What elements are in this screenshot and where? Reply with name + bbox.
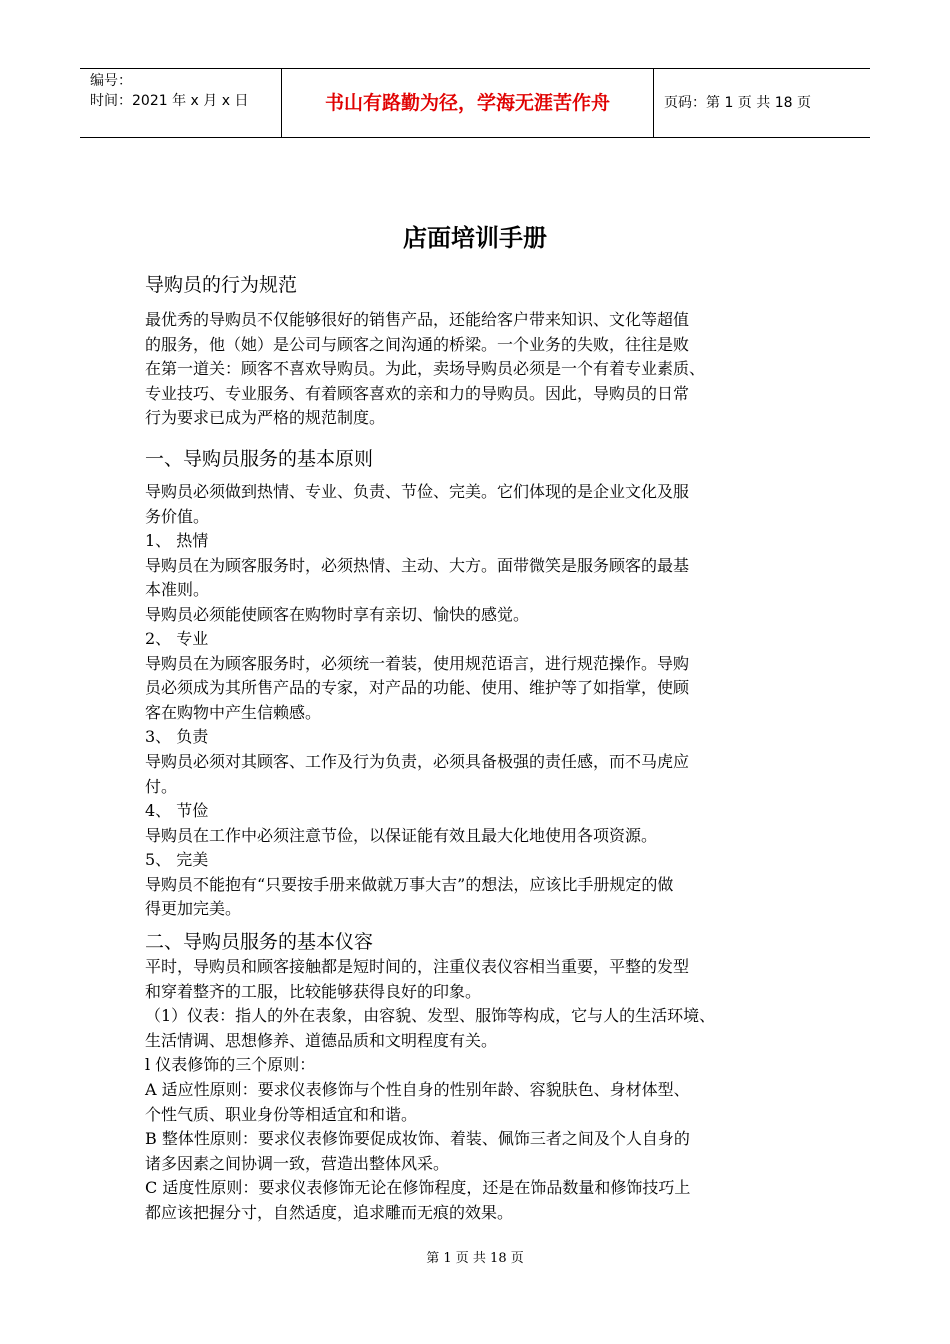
paragraph-line: 专业技巧、专业服务、有着顾客喜欢的亲和力的导购员。因此，导购员的日常 <box>145 383 690 403</box>
paragraph-line: 最优秀的导购员不仅能够很好的销售产品，还能给客户带来知识、文化等超值 <box>145 310 690 329</box>
paragraph-line: A 适应性原则：要求仪表修饰与个性自身的性别年龄、容貌肤色、身材体型、 <box>145 1079 690 1099</box>
section-appearance <box>145 929 825 1226</box>
section-service-principles <box>145 444 825 922</box>
paragraph-line: 务价值。 <box>145 506 210 526</box>
paragraph-line: 导购员必须能使顾客在购物时享有亲切、愉快的感觉。 <box>145 604 530 624</box>
list-item-heading: l 仪表修饰的三个原则： <box>145 1055 316 1075</box>
header-motto: 书山有路勤为径，学海无涯苦作舟 <box>324 92 610 114</box>
paragraph-line: 导购员不能抱有“只要按手册来做就万事大吉”的想法，应该比手册规定的做 <box>145 874 674 894</box>
paragraph-line: 平时，导购员和顾客接触都是短时间的，注重仪表仪容相当重要，平整的发型 <box>145 957 690 976</box>
section-heading: 二、导购员服务的基本仪容 <box>145 931 374 953</box>
paragraph-line: （1）仪表：指人的外在表象，由容貌、发型、服饰等构成，它与人的生活环境、 <box>145 1006 716 1026</box>
paragraph-line: 导购员必须对其顾客、工作及行为负责，必须具备极强的责任感，而不马虎应 <box>145 752 690 772</box>
section-body <box>145 955 825 1226</box>
section-body <box>145 308 825 431</box>
section-behavior-norms <box>145 270 825 431</box>
document-header <box>80 68 870 138</box>
page-title: 店面培训手册 <box>403 224 547 252</box>
paragraph-line: B 整体性原则：要求仪表修饰要促成妆饰、着装、佩饰三者之间及个人自身的 <box>145 1129 690 1149</box>
paragraph-line: 员必须成为其所售产品的专家，对产品的功能、使用、维护等了如指掌，使顾 <box>145 678 690 698</box>
header-motto-cell <box>281 69 654 137</box>
header-meta <box>80 69 280 137</box>
list-item-heading: 3、 负责 <box>145 727 209 747</box>
list-item-heading: 5、 完美 <box>145 850 209 870</box>
paragraph-line: 个性气质、职业身份等相适宜和和谐。 <box>145 1104 418 1124</box>
paragraph-line: 和穿着整齐的工服，比较能够获得良好的印象。 <box>145 981 482 1001</box>
header-time-label: 时间：2021 年 x 月 x 日 <box>90 93 249 109</box>
list-item-heading: 1、 热情 <box>145 531 209 551</box>
paragraph-line: 导购员必须做到热情、专业、负责、节俭、完美。它们体现的是企业文化及服 <box>145 482 690 501</box>
list-item-heading: 4、 节俭 <box>145 801 209 821</box>
paragraph-line: 本准则。 <box>145 580 210 600</box>
paragraph-line: 行为要求已成为严格的规范制度。 <box>145 408 386 428</box>
paragraph-line: 在第一道关：顾客不喜欢导购员。为此，卖场导购员必须是一个有着专业素质、 <box>145 359 706 379</box>
paragraph-line: 生活情调、思想修养、道德品质和文明程度有关。 <box>145 1030 498 1050</box>
paragraph-line: 导购员在工作中必须注意节俭，以保证能有效且最大化地使用各项资源。 <box>145 825 658 845</box>
header-number-label: 编号： <box>90 73 132 89</box>
paragraph-line: 都应该把握分寸，自然适度，追求雕而无痕的效果。 <box>145 1202 514 1222</box>
page-footer: 第 1 页 共 18 页 <box>426 1251 524 1266</box>
paragraph-line: 的服务，他（她）是公司与顾客之间沟通的桥梁。一个业务的失败，往往是败 <box>145 334 690 354</box>
paragraph-line: 导购员在为顾客服务时，必须统一着装，使用规范语言，进行规范操作。导购 <box>145 653 690 673</box>
list-item-heading: 2、 专业 <box>145 629 209 649</box>
paragraph-line: C 适度性原则：要求仪表修饰无论在修饰程度，还是在饰品数量和修饰技巧上 <box>145 1178 691 1198</box>
paragraph-line: 导购员在为顾客服务时，必须热情、主动、大方。面带微笑是服务顾客的最基 <box>145 555 690 575</box>
paragraph-line: 客在购物中产生信赖感。 <box>145 702 322 722</box>
section-heading: 导购员的行为规范 <box>145 274 298 296</box>
paragraph-line: 诸多因素之间协调一致，营造出整体风采。 <box>145 1153 450 1173</box>
header-page-info: 页码：第 1 页 共 18 页 <box>664 95 811 111</box>
paragraph-line: 付。 <box>145 776 178 796</box>
section-body <box>145 480 825 922</box>
paragraph-line: 得更加完美。 <box>145 899 242 919</box>
section-heading: 一、导购员服务的基本原则 <box>145 448 374 470</box>
